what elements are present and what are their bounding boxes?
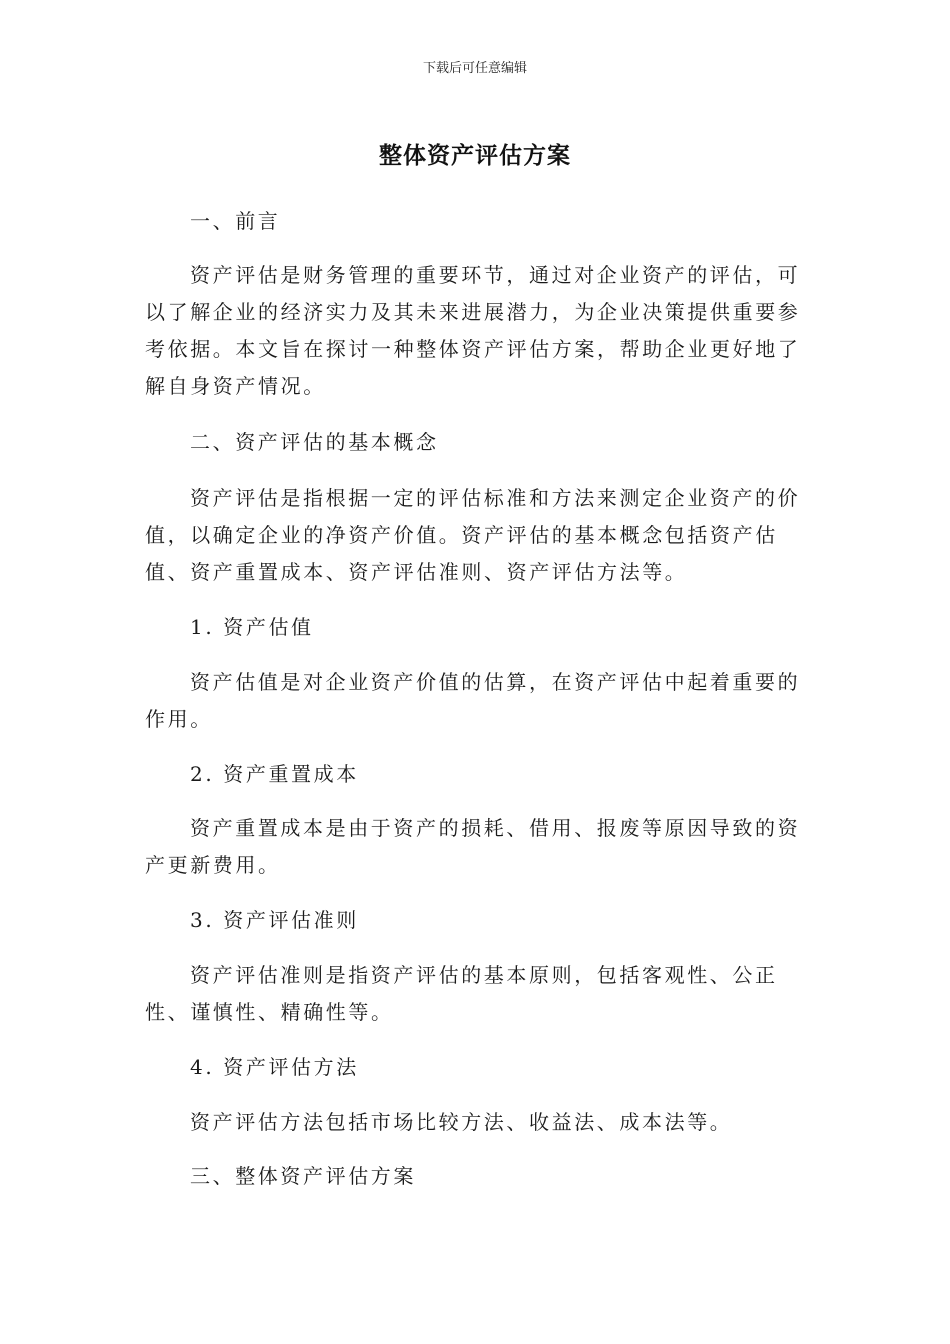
section-heading-basic-concepts: 二、资产评估的基本概念: [190, 430, 439, 454]
paragraph-preface: 资产评估是财务管理的重要环节，通过对企业资产的评估，可以了解企业的经济实力及其未来进展潜力，为企业决策提供重要参考依据。本文旨在探讨一种整体资产评估方案，帮助企业更好地了解自身资产情况。: [145, 263, 801, 398]
section-heading-preface: 一、前言: [190, 209, 281, 233]
paragraph-basic-concepts: 资产评估是指根据一定的评估标准和方法来测定企业资产的价值，以确定企业的净资产价值。资产评估的基本概念包括资产估值、资产重置成本、资产评估准则、资产评估方法等。: [145, 486, 801, 584]
subheading-evaluation-standards: 3. 资产评估准则: [190, 908, 359, 932]
subheading-replacement-cost: 2. 资产重置成本: [190, 762, 359, 786]
paragraph-asset-valuation: 资产估值是对企业资产价值的估算，在资产评估中起着重要的作用。: [145, 670, 801, 731]
paragraph-evaluation-methods: 资产评估方法包括市场比较方法、收益法、成本法等。: [190, 1110, 733, 1134]
paragraph-replacement-cost: 资产重置成本是由于资产的损耗、借用、报废等原因导致的资产更新费用。: [145, 816, 801, 877]
header-note: 下载后可任意编辑: [422, 61, 527, 76]
subheading-evaluation-methods: 4. 资产评估方法: [190, 1055, 359, 1079]
subheading-asset-valuation: 1. 资产估值: [190, 615, 314, 639]
section-heading-overall-plan: 三、整体资产评估方案: [190, 1164, 416, 1188]
document-title: 整体资产评估方案: [379, 143, 571, 169]
paragraph-evaluation-standards: 资产评估准则是指资产评估的基本原则，包括客观性、公正性、谨慎性、精确性等。: [145, 963, 778, 1024]
